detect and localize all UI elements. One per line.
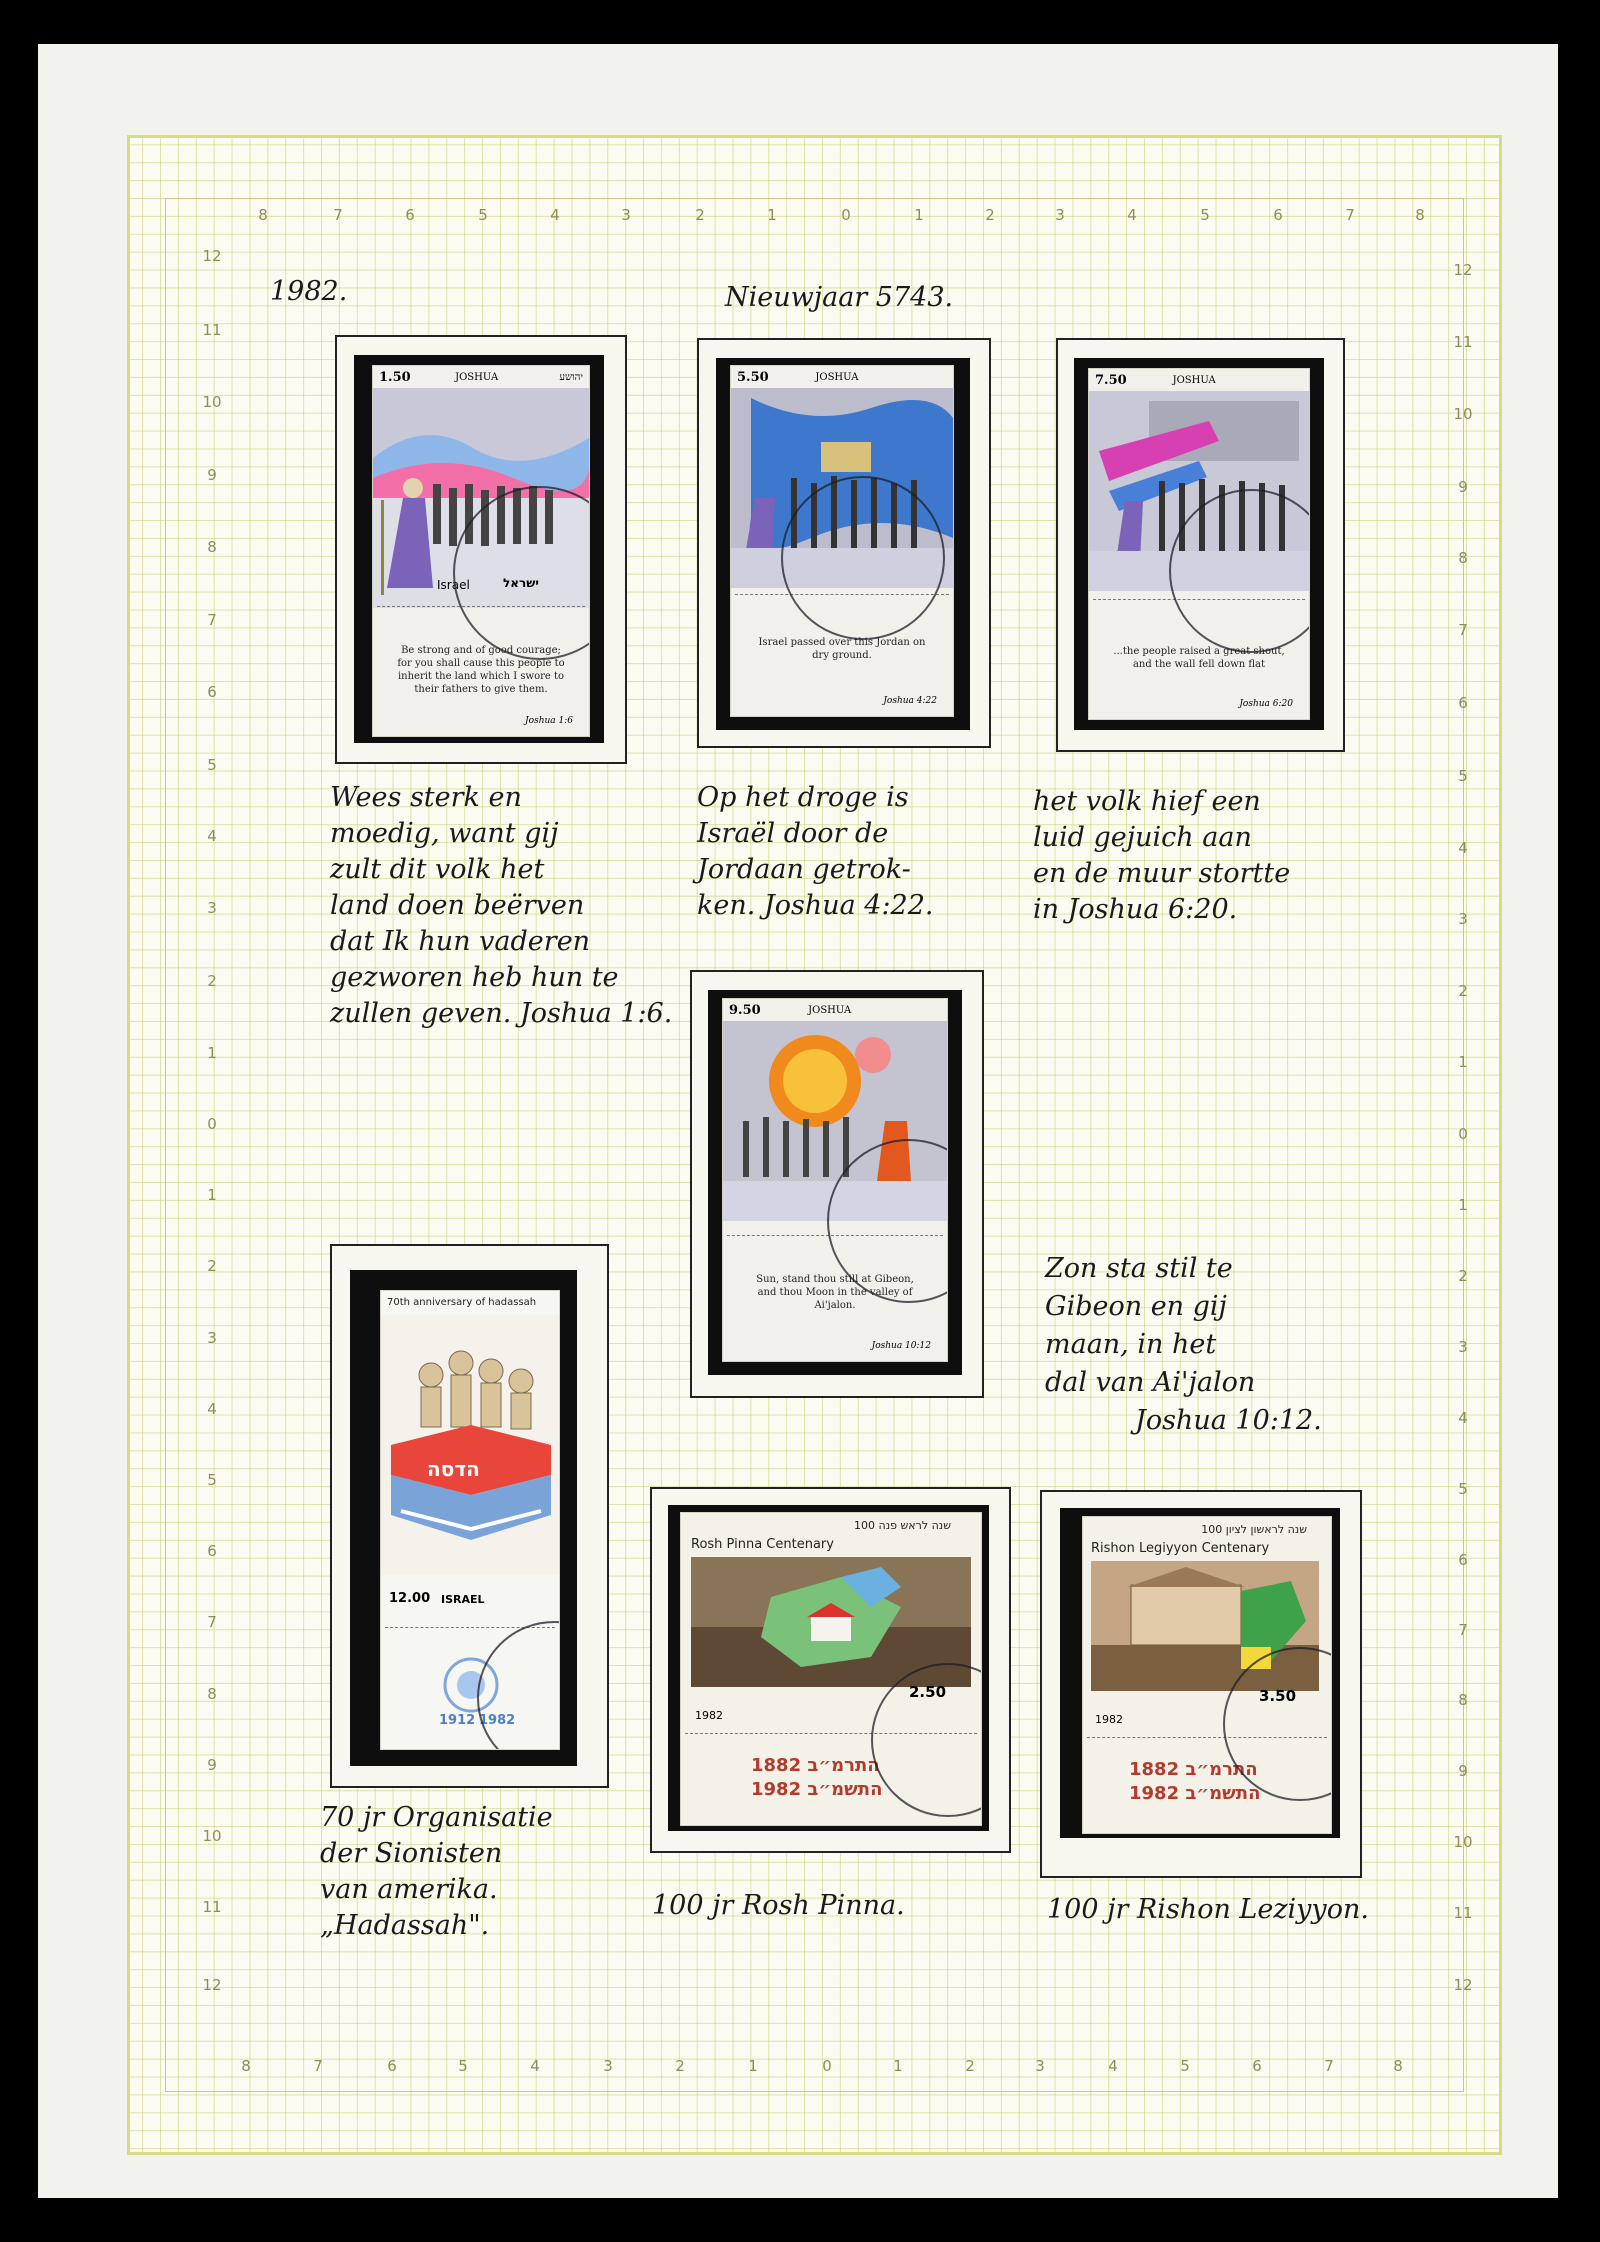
stamp-tab-ref: Joshua 1:6 (525, 716, 573, 726)
stamp-joshua-1 (372, 365, 590, 737)
stamp-value: 9.50 (729, 1003, 761, 1018)
series-heading: Nieuwjaar 5743. (725, 282, 954, 313)
stamp-value: 2.50 (909, 1683, 947, 1701)
stamp-tab-text: ...the people raised a great shout, and the wall fell down flat (1113, 646, 1285, 670)
stamp-hebrew-word: הדסה (427, 1457, 480, 1481)
stamp-hebrew-title: יהושע (559, 372, 583, 383)
stamp-tab-year-2: 1982 (479, 1713, 516, 1728)
postmark (781, 476, 945, 640)
caption-rishon: 100 jr Rishon Leziyyon. (1047, 1894, 1369, 1925)
stamp-hebrew-top: 100 שנה לראשון לציון (1201, 1523, 1307, 1536)
stamp-country-hebrew: ישראל (503, 576, 539, 590)
caption-hadassah: 70 jr Organisatie der Sionisten van amerika. „Hadassah". (320, 1802, 553, 1941)
stamp-year: 1982 (695, 1709, 723, 1722)
stamp-rosh-pinna (680, 1512, 982, 1826)
stamp-value: 7.50 (1095, 373, 1127, 388)
stamp-tab-year-1: 1882 התרמ״ב (751, 1755, 880, 1776)
caption-joshua-3: het volk hief een luid gejuich aan en de muur stortte in Joshua 6:20. (1033, 786, 1291, 925)
stamp-design-hadassah (381, 1315, 559, 1575)
caption-joshua-1: Wees sterk en moedig, want gij zult dit volk het land doen beërven dat Ik hun vaderen gezworen heb hun te zullen geven. Joshua 1:6. (330, 782, 673, 1029)
scale-top: 8 7 6 5 4 3 2 1 0 1 2 3 4 5 6 7 8 8 7 6 5 4 3 2 1 0 1 2 3 4 5 6 7 8 12 11 10 9 8 7 6 5 4 3 2 1 0 1 2 3 4 5 6 7 8 9 10 11 12 12 11 10 9 8 7 6 5 4 3 2 1 0 1 2 3 4 5 6 7 8 9 10 11 12 (202, 206, 1473, 2075)
stamp-country: ISRAEL (441, 1593, 485, 1606)
stamp-joshua-4 (722, 998, 948, 1362)
stamp-title: JOSHUA (808, 1005, 852, 1016)
stamp-tab-year-1: 1912 (439, 1713, 476, 1728)
stamp-title: JOSHUA (1172, 375, 1216, 386)
stamp-tab-year-2: 1982 התשמ״ב (751, 1779, 883, 1800)
year-heading: 1982. (270, 276, 348, 307)
stamp-hadassah (380, 1290, 560, 1750)
caption-joshua-4: Zon sta stil te Gibeon en gij maan, in het dal van Ai'jalon Joshua 10:12. (1045, 1253, 1322, 1436)
stamp-value: 1.50 (379, 370, 411, 385)
stamp-tab-text: Israel passed over this Jordan on dry ground. (758, 637, 926, 661)
stamp-title: Rishon Legiyyon Centenary (1091, 1541, 1270, 1556)
stamp-joshua-3 (1088, 368, 1310, 720)
stamp-year: 1982 (1095, 1713, 1123, 1726)
stamp-title: Rosh Pinna Centenary (691, 1537, 834, 1552)
caption-rosh-pinna: 100 jr Rosh Pinna. (652, 1890, 905, 1921)
stamp-hebrew-top: 100 שנה לראש פנה (854, 1519, 951, 1532)
postmark (477, 1621, 560, 1750)
stamp-tab-year-2: 1982 התשמ״ב (1129, 1783, 1261, 1804)
caption-joshua-2: Op het droge is Israël door de Jordaan getrok- ken. Joshua 4:22. (697, 782, 934, 921)
stamp-tab-year-1: 1882 התרמ״ב (1129, 1759, 1258, 1780)
stamp-title: 70th anniversary of hadassah (387, 1297, 537, 1308)
stamp-value: 5.50 (737, 370, 769, 385)
stamp-tab-ref: Joshua 6:20 (1239, 699, 1293, 709)
stamp-tab-text: Be strong and of good courage; for you shall cause this people to inherit the land which I swore to their fathers to give them. (397, 645, 565, 695)
stamp-country: Israel (437, 578, 470, 592)
stamp-title: JOSHUA (815, 372, 859, 383)
stamp-rishon (1082, 1516, 1332, 1834)
stamp-value: 3.50 (1259, 1687, 1297, 1705)
stamp-joshua-2 (730, 365, 954, 717)
stamp-tab-text: Sun, stand thou still at Gibeon, and thou Moon in the valley of Ai'jalon. (756, 1274, 914, 1311)
stamp-tab-ref: Joshua 10:12 (871, 1341, 931, 1351)
stamp-tab-ref: Joshua 4:22 (883, 696, 937, 706)
stamp-title: JOSHUA (455, 372, 499, 383)
stamp-value: 12.00 (389, 1591, 431, 1606)
